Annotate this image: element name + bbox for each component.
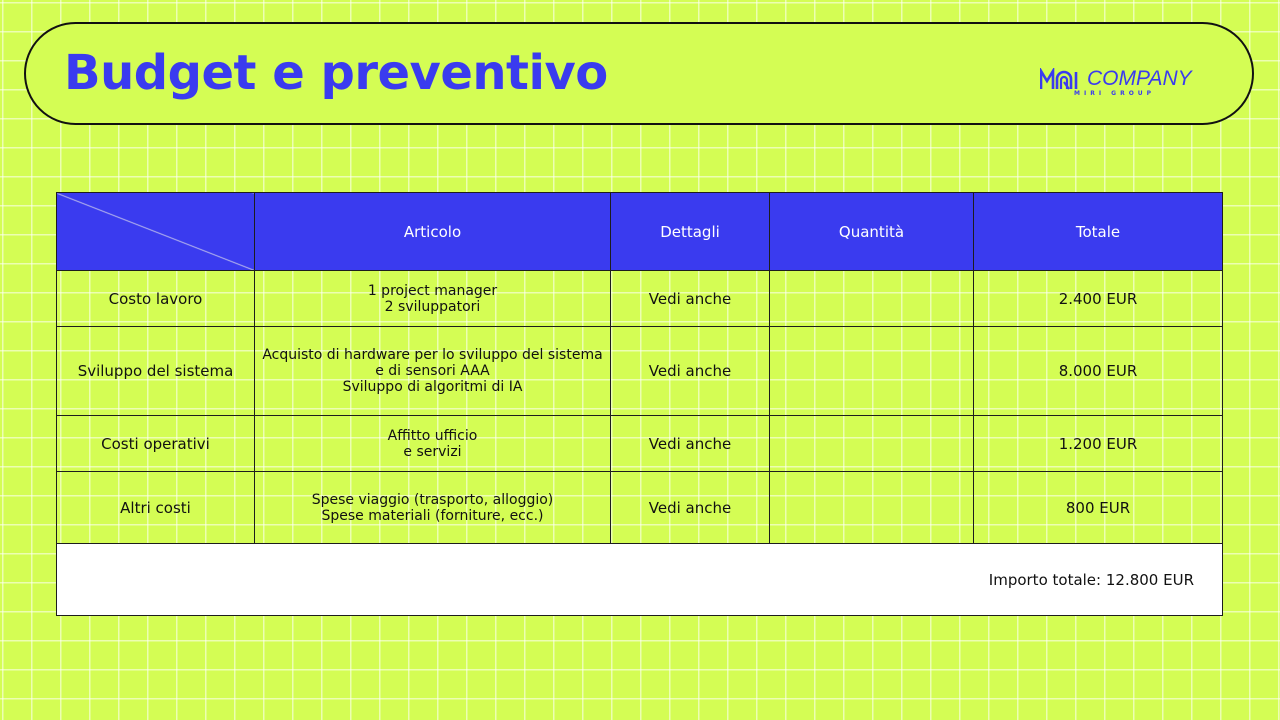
header-corner-cell xyxy=(57,193,255,271)
total-row xyxy=(57,544,1223,616)
company-logo xyxy=(1040,62,1200,102)
row-category: Costi operativi xyxy=(57,416,255,472)
row-articolo xyxy=(255,416,611,472)
header-totale: Totale xyxy=(974,193,1223,271)
page-title: Budget e preventivo xyxy=(64,45,608,101)
articolo-line: Affitto ufficio xyxy=(387,427,478,444)
table-row xyxy=(57,327,1223,416)
row-quantita xyxy=(770,327,974,416)
row-dettagli-link[interactable]: Vedi anche xyxy=(611,327,770,416)
articolo-line: e servizi xyxy=(403,443,462,460)
table-row xyxy=(57,271,1223,327)
articolo-line: 2 sviluppatori xyxy=(384,298,481,315)
row-dettagli-link[interactable]: Vedi anche xyxy=(611,271,770,327)
table-header-row xyxy=(57,193,1223,271)
row-articolo xyxy=(255,327,611,416)
row-quantita xyxy=(770,271,974,327)
logo-wordmark xyxy=(1040,62,1192,90)
header-dettagli: Dettagli xyxy=(611,193,770,271)
row-category: Altri costi xyxy=(57,472,255,544)
row-dettagli-link[interactable]: Vedi anche xyxy=(611,472,770,544)
table-row xyxy=(57,416,1223,472)
articolo-line: Sviluppo di algoritmi di IA xyxy=(342,379,523,395)
row-category: Sviluppo del sistema xyxy=(57,327,255,416)
articolo-line: Acquisto di hardware per lo sviluppo del sistema xyxy=(262,347,603,363)
budget-table xyxy=(56,192,1223,616)
row-totale: 1.200 EUR xyxy=(974,416,1223,472)
articolo-line: Spese materiali (forniture, ecc.) xyxy=(321,507,544,524)
miri-logo-mark-icon xyxy=(1040,68,1086,90)
row-dettagli-link[interactable]: Vedi anche xyxy=(611,416,770,472)
row-category: Costo lavoro xyxy=(57,271,255,327)
row-quantita xyxy=(770,416,974,472)
header-articolo: Articolo xyxy=(255,193,611,271)
row-totale: 8.000 EUR xyxy=(974,327,1223,416)
row-quantita xyxy=(770,472,974,544)
table-row xyxy=(57,472,1223,544)
row-totale: 800 EUR xyxy=(974,472,1223,544)
logo-subtitle: MIRI GROUP xyxy=(1074,90,1156,97)
row-totale: 2.400 EUR xyxy=(974,271,1223,327)
logo-company-text: COMPANY xyxy=(1087,67,1192,90)
total-amount: Importo totale: 12.800 EUR xyxy=(57,544,1223,616)
articolo-line: Spese viaggio (trasporto, alloggio) xyxy=(311,491,554,508)
header-quantita: Quantità xyxy=(770,193,974,271)
articolo-line: e di sensori AAA xyxy=(375,363,490,379)
row-articolo xyxy=(255,271,611,327)
row-articolo xyxy=(255,472,611,544)
articolo-line: 1 project manager xyxy=(367,282,498,299)
title-banner xyxy=(24,22,1254,125)
